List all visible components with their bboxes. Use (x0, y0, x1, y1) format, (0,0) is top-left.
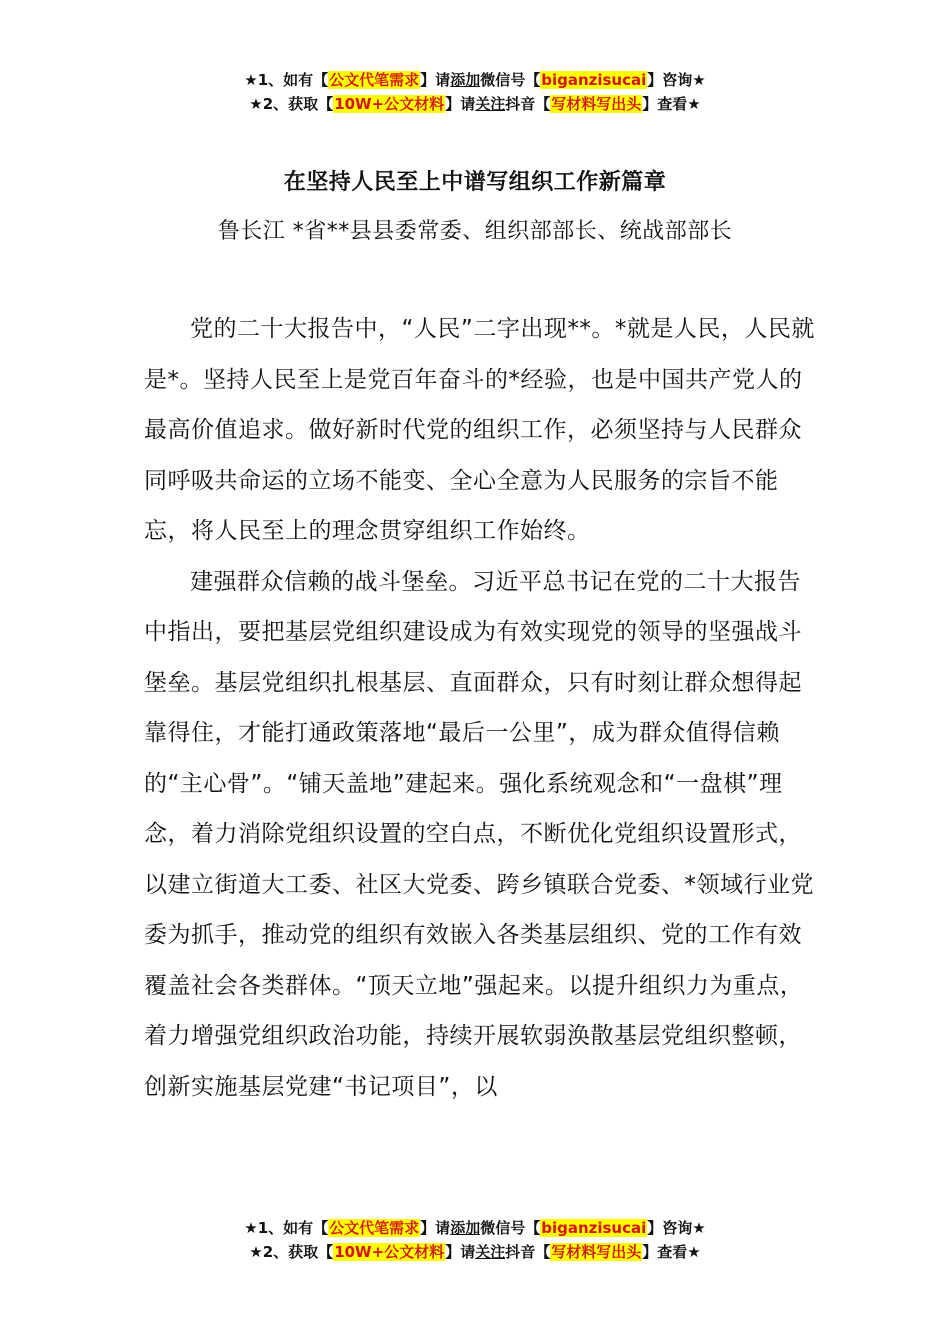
banner-line-2 (0, 92, 950, 116)
banner-text: ★2、获取【 (249, 1243, 334, 1261)
banner-text: 】咨询★ (647, 71, 706, 89)
banner-text: 】咨询★ (647, 1219, 706, 1237)
wechat-id-highlight: biganzisucai (541, 1219, 647, 1237)
banner-line-1 (0, 68, 950, 92)
highlight-text: 公文代笔需求 (329, 71, 420, 89)
banner-text: 】请 (420, 1219, 451, 1237)
emphasis-text: 添加 (450, 71, 481, 89)
footer-banner (0, 1216, 950, 1264)
emphasis-text: 关注 (475, 1243, 506, 1261)
douyin-id-highlight: 写材料写出头 (551, 1243, 642, 1261)
banner-text: 微信号【 (480, 1219, 541, 1237)
highlight-text: 公文代笔需求 (329, 1219, 420, 1237)
paragraph: 建强群众信赖的战斗堡垒。习近平总书记在党的二十大报告中指出，要把基层党组织建设成为有效实现党的领导的坚强战斗堡垒。基层党组织扎根基层、直面群众，只有时刻让群众想得起靠得住，才能打通政策落地“最后一公里”，成为群众值得信赖的“主心骨”。“铺天盖地”建起来。强化系统观念和“一盘棋”理念，着力消除党组织设置的空白点，不断优化党组织设置形式，以建立街道大工委、社区大党委、跨乡镇联合党委、*领域行业党委为抓手，推动党的组织有效嵌入各类基层组织、党的工作有效覆盖社会各类群体。“顶天立地”强起来。以提升组织力为重点，着力增强党组织政治功能，持续开展软弱涣散基层党组织整顿，创新实施基层党建“书记项目”，以 (144, 568, 814, 1100)
banner-text: 】查看★ (642, 95, 701, 113)
banner-text: ★2、获取【 (249, 95, 334, 113)
banner-line-1 (0, 1216, 950, 1240)
paragraph: 党的二十大报告中，“人民”二字出现**。*就是人民，人民就是*。坚持人民至上是党百年奋斗的*经验，也是中国共产党人的最高价值追求。做好新时代党的组织工作，必须坚持与人民群众同呼吸共命运的立场不能变、全心全意为人民服务的宗旨不能忘，将人民至上的理念贯穿组织工作始终。 (144, 316, 815, 544)
highlight-text: 10W+公文材料 (334, 1243, 445, 1261)
highlight-text: 10W+公文材料 (334, 95, 445, 113)
banner-text: 微信号【 (480, 71, 541, 89)
banner-text: 】查看★ (642, 1243, 701, 1261)
wechat-id-highlight: biganzisucai (541, 71, 647, 89)
banner-text: 】请 (445, 1243, 476, 1261)
banner-text: 抖音【 (505, 95, 551, 113)
banner-line-2 (0, 1240, 950, 1264)
emphasis-text: 关注 (475, 95, 506, 113)
article-title: 在坚持人民至上中谱写组织工作新篇章 (283, 170, 667, 195)
banner-text: 】请 (445, 95, 476, 113)
banner-text: 抖音【 (505, 1243, 551, 1261)
article-body (144, 304, 824, 1112)
header-banner (0, 68, 950, 116)
article-byline: 鲁长江 *省**县县委常委、组织部部长、统战部部长 (217, 219, 733, 244)
banner-text: ★1、如有【 (244, 1219, 329, 1237)
douyin-id-highlight: 写材料写出头 (551, 95, 642, 113)
banner-text: 】请 (420, 71, 451, 89)
emphasis-text: 添加 (450, 1219, 481, 1237)
banner-text: ★1、如有【 (244, 71, 329, 89)
